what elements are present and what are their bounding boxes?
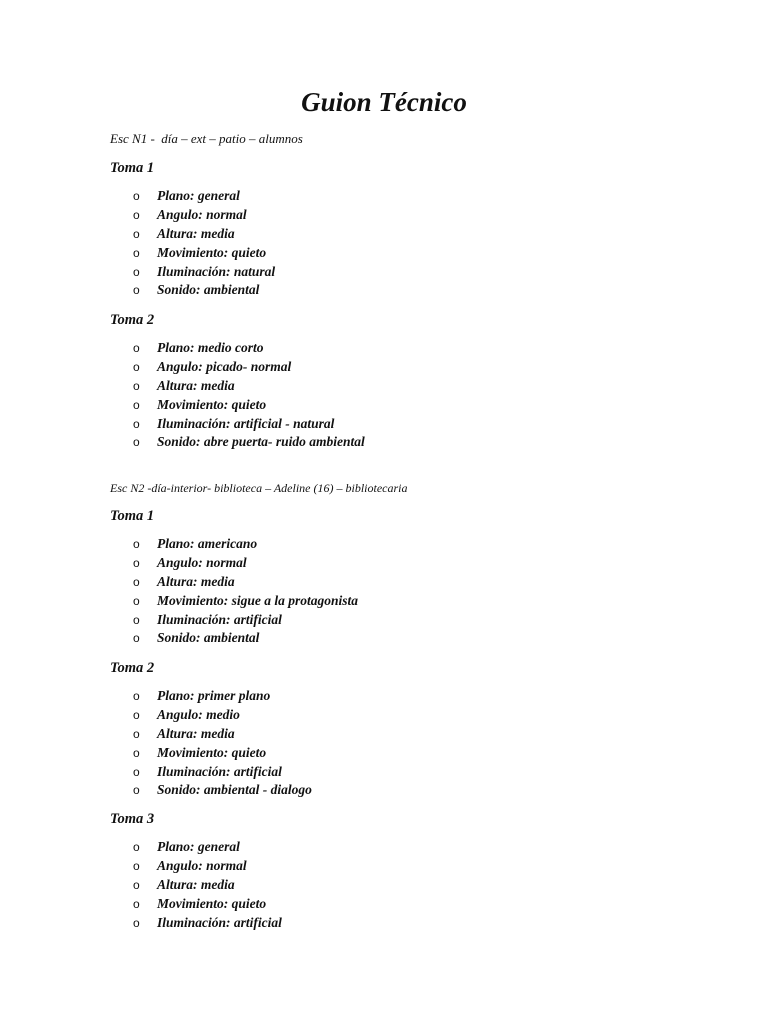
- bullet-icon: o: [133, 896, 140, 911]
- item-text: Angulo: picado- normal: [157, 358, 292, 374]
- bullet-icon: o: [133, 341, 140, 355]
- bullet-icon: o: [133, 555, 140, 570]
- bullet-icon: o: [133, 245, 140, 260]
- item-text: Plano: general: [157, 839, 240, 854]
- item-text: Plano: americano: [157, 536, 258, 551]
- item-text: Plano: primer plano: [157, 688, 271, 703]
- bullet-icon: o: [133, 378, 140, 393]
- item-text: Iluminación: natural: [157, 263, 276, 279]
- bullet-icon: o: [133, 226, 140, 241]
- item-text: Iluminación: artificial: [157, 914, 282, 930]
- item-text: Movimiento: quieto: [157, 744, 267, 760]
- bullet-icon: o: [133, 764, 140, 779]
- item-text: Iluminación: artificial: [157, 611, 282, 627]
- bullet-icon: o: [133, 435, 140, 450]
- item-text: Altura: media: [157, 725, 235, 741]
- item-text: Sonido: ambiental - dialogo: [157, 782, 312, 798]
- bullet-icon: o: [133, 612, 140, 627]
- bullet-icon: o: [133, 726, 140, 741]
- item-text: Movimiento: sigue a la protagonista: [157, 592, 359, 608]
- toma-heading: Toma 1: [110, 160, 155, 176]
- bullet-icon: o: [133, 574, 140, 589]
- item-text: Angulo: normal: [157, 554, 247, 570]
- item-text: Iluminación: artificial: [157, 763, 282, 779]
- item-text: Plano: medio corto: [157, 340, 264, 355]
- bullet-icon: o: [133, 915, 140, 930]
- bullet-icon: o: [133, 783, 140, 798]
- item-text: Angulo: medio: [157, 706, 240, 722]
- bullet-icon: o: [133, 707, 140, 722]
- bullet-icon: o: [133, 858, 140, 873]
- item-text: Angulo: normal: [157, 857, 247, 873]
- item-text: Altura: media: [157, 377, 235, 393]
- toma-heading: Toma 2: [110, 660, 155, 676]
- bullet-icon: o: [133, 745, 140, 760]
- bullet-icon: o: [133, 359, 140, 374]
- item-text: Sonido: ambiental: [157, 630, 260, 646]
- bullet-icon: o: [133, 593, 140, 608]
- scene-heading-2: Esc N2 -día-interior- biblioteca – Adeline (16) – bibliotecaria: [110, 481, 408, 495]
- item-text: Movimiento: quieto: [157, 895, 267, 911]
- item-text: Altura: media: [157, 876, 235, 892]
- item-text: Movimiento: quieto: [157, 396, 267, 412]
- toma-heading: Toma 3: [110, 811, 155, 827]
- toma-heading: Toma 2: [110, 312, 155, 328]
- bullet-icon: o: [133, 397, 140, 412]
- scene-heading-1: Esc N1 - día – ext – patio – alumnos: [110, 131, 303, 146]
- item-text: Angulo: normal: [157, 206, 247, 222]
- bullet-icon: o: [133, 189, 140, 203]
- bullet-icon: o: [133, 537, 140, 551]
- bullet-icon: o: [133, 840, 140, 854]
- item-text: Altura: media: [157, 225, 235, 241]
- item-text: Sonido: abre puerta- ruido ambiental: [157, 434, 365, 450]
- bullet-icon: o: [133, 416, 140, 431]
- toma-heading: Toma 1: [110, 508, 155, 524]
- bullet-icon: o: [133, 631, 140, 646]
- bullet-icon: o: [133, 877, 140, 892]
- bullet-icon: o: [133, 207, 140, 222]
- item-text: Altura: media: [157, 573, 235, 589]
- item-text: Movimiento: quieto: [157, 244, 267, 260]
- bullet-icon: o: [133, 264, 140, 279]
- item-text: Plano: general: [157, 188, 240, 203]
- bullet-icon: o: [133, 283, 140, 298]
- item-text: Sonido: ambiental: [157, 282, 260, 298]
- page-title: Guion Técnico: [301, 87, 467, 117]
- item-text: Iluminación: artificial - natural: [157, 415, 335, 431]
- bullet-icon: o: [133, 689, 140, 703]
